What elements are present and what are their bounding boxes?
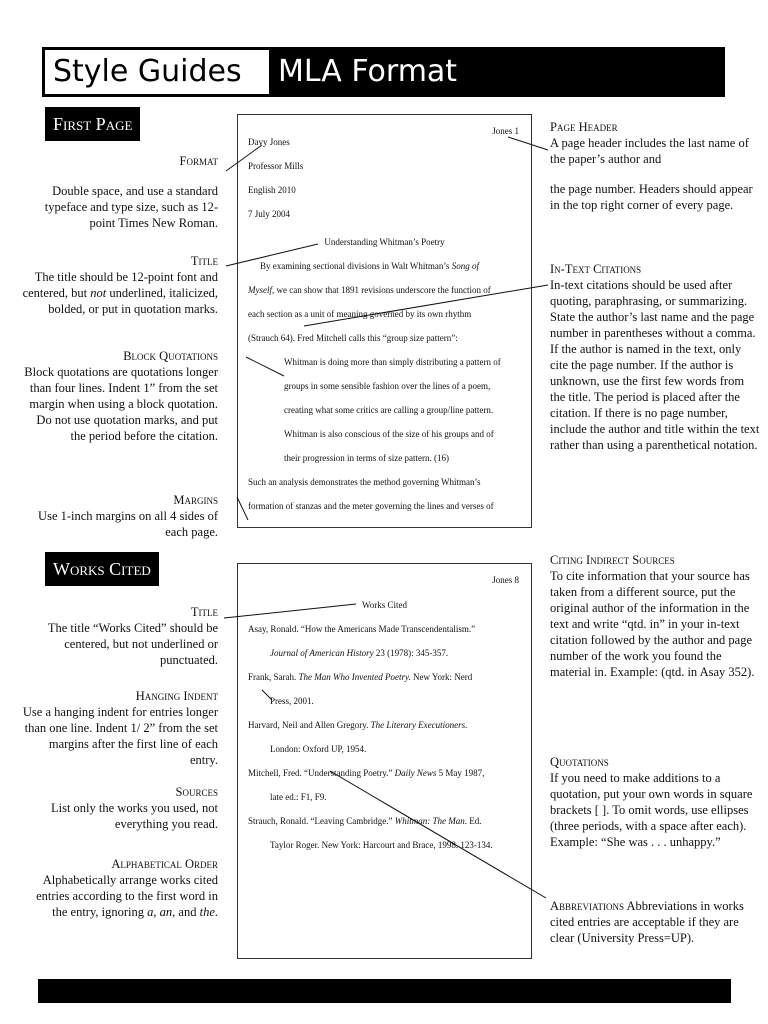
margins-head: Margins	[173, 493, 218, 507]
format-note-text: Double space, and use a standard typeface and type size, such as 12-point Times New Roman.	[44, 184, 218, 230]
page-header-text-2: the page number. Headers should appear in the top right corner of every page.	[550, 182, 753, 212]
hanging-indent-text: Use a hanging indent for entries longer than one line. Indent 1/ 2” from the set margins after the first line of each entry.	[22, 705, 218, 767]
works-page-number: Jones 8	[492, 575, 519, 585]
entry-2-line-1: Frank, Sarah. The Man Who Invented Poetry. New York: Nerd	[248, 672, 473, 682]
paper-title: Understanding Whitman’s Poetry	[324, 237, 445, 247]
abbreviations-text: Abbreviations Abbreviations in works cited entries are acceptable if they are clear (University Press=UP).	[550, 899, 744, 945]
format-note	[20, 153, 218, 231]
block-quotations-text: Block quotations are quotations longer than four lines. Indent 1” from the set margin when using a block quotation. Do not use quotation marks, and put the period before the citation.	[24, 365, 218, 443]
margins-note	[20, 492, 218, 540]
block-quote-line-1: Whitman is doing more than simply distributing a pattern of	[284, 357, 501, 367]
professor-name: Professor Mills	[248, 161, 304, 171]
in-text-citations-text: In-text citations should be used after quoting, paraphrasing, or summarizing. State the author’s last name and the page number in parentheses without a comma. If the author is named in the text, only cite the page number. If the author is unknown, use the first few words from the title. The period is placed after the citation. If there is no page number, include the author and title within the text rather than using a parenthetical notation.	[550, 278, 760, 452]
indirect-sources-note	[550, 552, 760, 680]
sample-works-cited-page	[237, 563, 532, 959]
entry-4-line-2: late ed.: F1, F9.	[270, 792, 327, 802]
body-line-6: formation of stanzas and the meter governing the lines and verses of	[248, 501, 494, 511]
block-quote-line-2: groups in some sensible fashion over the lines of a poem,	[284, 381, 491, 391]
body-line-1: By examining sectional divisions in Walt Whitman’s Song of	[260, 261, 479, 271]
works-title-head: Title	[190, 605, 218, 619]
entry-2-line-2: Press, 2001.	[270, 696, 314, 706]
body-line-5: Such an analysis demonstrates the method governing Whitman’s	[248, 477, 481, 487]
style-guides-label: Style Guides	[45, 50, 269, 94]
in-text-citations-head: In-Text Citations	[550, 262, 642, 276]
hanging-indent-note	[20, 688, 218, 768]
title-note-head: Title	[190, 254, 218, 268]
indirect-sources-text: To cite information that your source has taken from a different source, put the original author of the information in the text and write “qtd. in” in your in-text citation followed by the author and page number of the work you found the material in. Example: (qtd. in Asay 352).	[550, 569, 755, 679]
sources-text: List only the works you used, not everything you read.	[50, 801, 218, 831]
works-title-text: The title “Works Cited” should be centered, but not underlined or punctuated.	[47, 621, 218, 667]
first-page-heading: First Page	[45, 107, 140, 141]
format-note-head: Format	[179, 154, 218, 168]
paper-date: 7 July 2004	[248, 209, 291, 219]
course-name: English 2010	[248, 185, 296, 195]
page-number: Jones 1	[492, 126, 519, 136]
sample-first-page	[237, 114, 532, 528]
page-header-note	[550, 119, 760, 213]
quotations-note	[550, 754, 760, 850]
works-title-note	[20, 604, 218, 668]
works-cited-title: Works Cited	[361, 600, 408, 610]
page-title: MLA Format	[278, 54, 458, 89]
entry-1-line-1: Asay, Ronald. “How the Americans Made Transcendentalism.”	[248, 624, 476, 634]
page-header-head: Page Header	[550, 120, 618, 134]
author-name: Davy Jones	[248, 137, 290, 147]
quotations-head: Quotations	[550, 755, 609, 769]
block-quotations-note	[20, 348, 218, 444]
abbreviations-note	[550, 898, 760, 946]
in-text-citations-note	[550, 261, 760, 453]
entry-3-line-2: London: Oxford UP, 1954.	[270, 744, 367, 754]
entry-4-line-1: Mitchell, Fred. “Understanding Poetry.” Daily News 5 May 1987,	[248, 768, 485, 778]
block-quote-line-5: their progression in terms of size pattern. (16)	[284, 453, 449, 463]
sources-note	[20, 784, 218, 832]
footer-bar	[38, 979, 731, 1003]
block-quotations-head: Block Quotations	[123, 349, 218, 363]
alphabetical-order-text: Alphabetically arrange works cited entries according to the first word in the entry, ignoring a, an, and the.	[36, 873, 218, 919]
entry-3-line-1: Harvard, Neil and Allen Gregory. The Literary Executioners.	[248, 720, 468, 730]
title-note	[20, 253, 218, 317]
block-quote-line-4: Whitman is also conscious of the size of his groups and of	[284, 429, 494, 439]
body-line-4: (Strauch 64). Fred Mitchell calls this “group size pattern”:	[248, 333, 458, 343]
hanging-indent-head: Hanging Indent	[135, 689, 218, 703]
block-quote-line-3: creating what some critics are calling a group/line pattern.	[284, 405, 494, 415]
title-note-text: The title should be 12-point font and centered, but not underlined, italicized, bolded, or put in quotation marks.	[22, 270, 218, 316]
indirect-sources-head: Citing Indirect Sources	[550, 553, 675, 567]
entry-5-line-2: Taylor Roger. New York: Harcourt and Brace, 1998. 123-134.	[270, 840, 493, 850]
margins-text: Use 1-inch margins on all 4 sides of each page.	[38, 509, 218, 539]
entry-1-line-2: Journal of American History 23 (1978): 345-357.	[270, 648, 449, 658]
sources-head: Sources	[175, 785, 218, 799]
page-header-text-1: A page header includes the last name of the paper’s author and	[550, 136, 749, 166]
works-cited-heading: Works Cited	[45, 552, 159, 586]
alphabetical-order-head: Alphabetical Order	[111, 857, 218, 871]
alphabetical-order-note	[20, 856, 218, 920]
body-line-3: each section as a unit of meaning governed by its own rhythm	[248, 309, 472, 319]
quotations-text: If you need to make additions to a quotation, put your own words in square brackets [ ]. To omit words, use ellipses (three periods, with a space after each). Example: “She was . . . unhappy.”	[550, 771, 753, 849]
entry-5-line-1: Strauch, Ronald. “Leaving Cambridge.” Whitman: The Man. Ed.	[248, 816, 482, 826]
body-line-2: Myself, we can show that 1891 revisions underscore the function of	[248, 285, 491, 295]
